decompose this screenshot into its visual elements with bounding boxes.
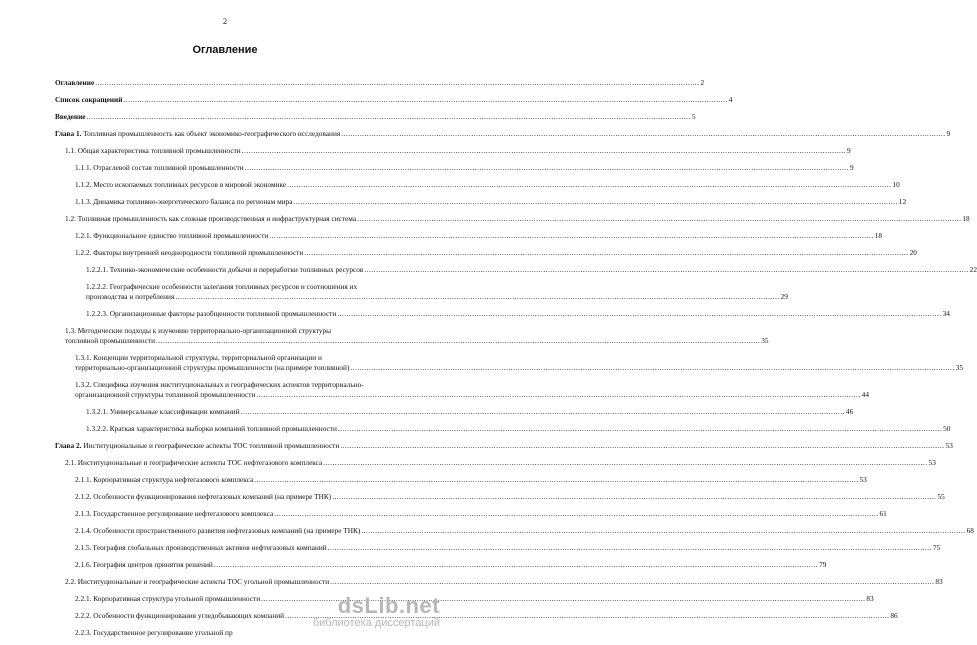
dot-leader (357, 214, 961, 224)
toc-entry-title (55, 441, 339, 451)
watermark (313, 595, 440, 629)
toc-entry-title: 2.2.3. Государственное регулирование угольной пр (75, 628, 233, 637)
toc-entry-title: 2.2. Институциональные и географические аспекты ТОС угольной промышленности (65, 577, 330, 586)
toc-entry-page: 83 (866, 594, 874, 603)
dot-leader (175, 292, 779, 302)
toc-entry-title: 2.2.2. Особенности функционирования угледобывающих компаний (75, 611, 285, 620)
toc-entry[interactable] (55, 282, 788, 302)
watermark-logo: dsLib.net (337, 593, 440, 618)
toc-entry-page: 68 (966, 526, 974, 535)
toc-entry-title: 1.3.2.2. Краткая характеристика выборки компаний топливной промышленности (86, 424, 337, 433)
toc-entry-page: 79 (819, 560, 827, 569)
toc-entry[interactable] (55, 441, 953, 451)
chapter-label: Глава 1. (55, 129, 82, 138)
dot-leader (95, 78, 699, 88)
toc-entry[interactable] (55, 526, 974, 536)
dot-leader (254, 475, 858, 485)
toc-entry-title: Введение (55, 112, 86, 121)
dot-leader (274, 509, 878, 519)
dot-leader (304, 248, 908, 258)
toc-entry[interactable] (55, 180, 900, 190)
toc-entry-page: 20 (909, 248, 917, 257)
toc-entry-page: 12 (898, 197, 907, 206)
toc-entry-title: 1.1.2. Место ископаемых топливных ресурсов в мировой экономике (75, 180, 287, 189)
toc-entry[interactable] (55, 509, 887, 519)
toc-entry-page: 35 (761, 336, 769, 345)
dot-leader (330, 577, 934, 587)
toc-entry-page: 34 (942, 309, 950, 318)
toc-entry-page: 22 (969, 265, 977, 274)
dot-leader (87, 112, 691, 122)
toc-entry-page: 44 (861, 390, 869, 399)
toc-entry-page: 53 (928, 458, 936, 467)
dot-leader (350, 363, 954, 373)
toc-entry-title: производства и потребления (86, 292, 175, 301)
toc-entry[interactable] (55, 78, 705, 88)
toc-entry[interactable] (55, 458, 936, 468)
toc-entry-title: топливной промышленности (65, 336, 155, 345)
toc-entry-title: 2.1.5. География глобальных производственных активов нефтегазовых компаний (75, 543, 327, 552)
toc-heading: Оглавление (192, 44, 258, 56)
toc-entry-title: 1.1. Общая характеристика топливной промышленности (65, 146, 241, 155)
toc-entry[interactable] (55, 197, 907, 207)
toc-entry-title-line: 1.2.2.2. Географические особенности залегания топливных ресурсов и соотношения их (86, 282, 358, 291)
dot-leader (245, 163, 849, 173)
toc-entry[interactable] (55, 492, 945, 502)
dot-leader (340, 441, 944, 451)
dot-leader (241, 407, 845, 417)
dot-leader (287, 180, 891, 190)
toc-entry-title: 2.1.3. Государственное регулирование нефтегазового комплекса (75, 509, 274, 518)
toc-entry-title: 2.1. Институциональные и географические аспекты ТОС нефтегазового комплекса (65, 458, 323, 467)
toc-entry-page: 10 (892, 180, 900, 189)
toc-entry-page: 2 (700, 78, 705, 87)
toc-entry-title: 2.1.4. Особенности пространственного развития нефтегазовых компаний (на примере ТНК) (75, 526, 361, 535)
dot-leader (242, 146, 846, 156)
toc-entry-page: 9 (847, 146, 851, 155)
dot-leader (341, 129, 945, 139)
toc-entry-title-line: 1.3. Методические подходы к изучению территориально-организационной структуры (65, 326, 332, 335)
toc-entry-page: 53 (945, 441, 953, 450)
toc-entry-title: 1.1.3. Динамика топливно-энергетического баланса по регионам мира (75, 197, 293, 206)
dot-leader (328, 543, 932, 553)
toc-entry[interactable] (55, 577, 943, 587)
toc-entry-page: 55 (937, 492, 945, 501)
toc-entry-title: территориально-организационной структуры промышленности (на примере топливной) (75, 363, 350, 372)
toc-entry-title: организационной структуры топливной промышленности (75, 390, 256, 399)
chapter-title: Топливная промышленность как объект экономико-географического исследования (81, 129, 341, 138)
dot-leader (364, 265, 968, 275)
toc-entry-title: 1.2.1. Функциональное единство топливной промышленности (75, 231, 269, 240)
toc-entry[interactable] (55, 309, 950, 319)
toc-entry-title: 1.1.1. Отраслевой состав топливной промышленности (75, 163, 244, 172)
toc-entry-title-line: 1.3.2. Специфика изучения институциональных и географических аспектов территориально- (75, 380, 364, 389)
dot-leader (361, 526, 965, 536)
toc-entry[interactable] (55, 146, 851, 156)
toc-entry-title: 1.2.2.3. Организационные факторы разобщенности топливной промышленности (86, 309, 337, 318)
toc-entry[interactable] (55, 326, 769, 346)
toc-entry-title: 1.3.2.1. Универсальные классификации компаний (86, 407, 240, 416)
toc-entry[interactable] (55, 231, 882, 241)
toc-entry-title: 1.2.2.1. Технико-экономические особенности добычи и переработки топливных ресурсов (86, 265, 364, 274)
toc-entry-title: Список сокращений (55, 95, 123, 104)
toc-entry[interactable] (55, 129, 951, 139)
toc-entry[interactable] (55, 475, 867, 485)
toc-entry[interactable] (55, 95, 733, 105)
toc-entry[interactable] (55, 424, 951, 434)
toc-entry-page: 5 (691, 112, 696, 121)
toc-entry[interactable] (55, 248, 917, 258)
toc-entry-title: 2.1.6. География центров принятия решений (75, 560, 213, 569)
toc-entry-title: 1.2.2. Факторы внутренней неоднородности топливной промышленности (75, 248, 304, 257)
toc-entry[interactable] (55, 265, 977, 275)
toc-entry-title: Оглавление (55, 78, 95, 87)
dot-leader (156, 336, 760, 346)
toc-entry-page: 86 (890, 611, 898, 620)
dot-leader (214, 560, 818, 570)
dot-leader (256, 390, 860, 400)
toc-entry-page: 9 (946, 129, 951, 138)
toc-entry-title: 2.1.1. Корпоративная структура нефтегазового комплекса (75, 475, 254, 484)
table-of-contents (55, 78, 977, 645)
toc-entry[interactable] (55, 628, 432, 638)
toc-entry-page: 46 (845, 407, 854, 416)
toc-entry-page: 4 (728, 95, 733, 104)
dot-leader (123, 95, 727, 105)
chapter-label: Глава 2. (55, 441, 82, 450)
toc-entry-title: 1.2. Топливная промышленность как сложная производственная и инфраструктурная система (65, 214, 357, 223)
dot-leader (323, 458, 927, 468)
toc-entry-page: 35 (955, 363, 963, 372)
toc-entry[interactable] (55, 163, 854, 173)
toc-entry-title-line: 1.3.1. Концепции территориальной структуры, территориальной организации и (75, 353, 322, 362)
toc-entry[interactable] (55, 543, 941, 553)
toc-entry[interactable] (55, 407, 854, 417)
page-number: 2 (222, 16, 228, 26)
toc-entry[interactable] (55, 380, 869, 400)
toc-entry[interactable] (55, 112, 696, 122)
toc-entry-page: 9 (849, 163, 854, 172)
toc-entry-page: 18 (962, 214, 970, 223)
dot-leader (337, 309, 941, 319)
toc-entry-title: 2.2.1. Корпоративная структура угольной промышленности (75, 594, 261, 603)
dot-leader (269, 231, 873, 241)
dot-leader (338, 424, 942, 434)
dot-leader (332, 492, 936, 502)
chapter-title: Институциональные и географические аспекты ТОС топливной промышленности (81, 441, 340, 450)
watermark-subtitle: библиотека диссертаций (312, 617, 440, 629)
toc-entry-page: 29 (780, 292, 788, 301)
dot-leader (294, 197, 898, 207)
toc-entry-page: 75 (932, 543, 941, 552)
toc-entry-page: 18 (874, 231, 882, 240)
toc-entry-title: 2.1.2. Особенности функционирования нефтегазовых компаний (на примере ТНК) (75, 492, 332, 501)
toc-entry-page: 61 (879, 509, 887, 518)
toc-entry-page: 83 (935, 577, 943, 586)
toc-entry-page: 50 (943, 424, 951, 433)
toc-entry-title (55, 129, 340, 139)
toc-entry[interactable] (55, 353, 963, 373)
toc-entry[interactable] (55, 214, 970, 224)
toc-entry-page: 53 (859, 475, 867, 484)
toc-entry[interactable] (55, 560, 827, 570)
